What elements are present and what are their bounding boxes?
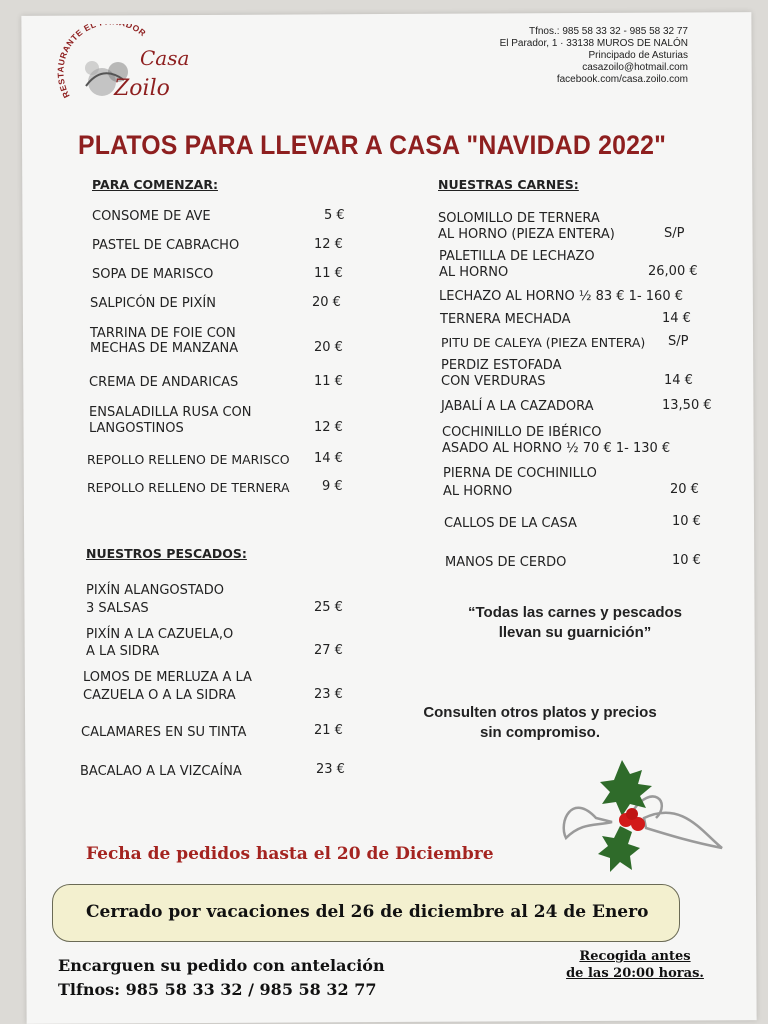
meat-item-name: ASADO AL HORNO ½ 70 € 1- 130 €	[442, 441, 671, 456]
garnish-note-line1: “Todas las carnes y pescados	[468, 604, 682, 621]
starter-item-name: REPOLLO RELLENO DE MARISCO	[87, 452, 290, 467]
meat-item-name: CALLOS DE LA CASA	[444, 516, 577, 531]
contact-phones: Tfnos.: 985 58 33 32 - 985 58 32 77	[528, 26, 688, 37]
starter-item-price: 5 €	[324, 208, 345, 223]
consult-note-line1: Consulten otros platos y precios	[423, 704, 657, 721]
starter-item-price: 12 €	[314, 420, 343, 435]
meat-item-name: PALETILLA DE LECHAZO	[439, 249, 595, 264]
meats-heading: NUESTRAS CARNES:	[438, 177, 579, 192]
starter-item-name: CONSOME DE AVE	[92, 209, 211, 224]
meat-item-price: 26,00 €	[648, 264, 698, 279]
meat-item-price: 20 €	[670, 482, 699, 497]
contact-email: casazoilo@hotmail.com	[582, 62, 688, 73]
starter-item-name: REPOLLO RELLENO DE TERNERA	[87, 480, 290, 495]
meat-item-name: JABALÍ A LA CAZADORA	[441, 399, 594, 414]
holly-icon	[552, 752, 728, 880]
fish-item-price: 27 €	[314, 643, 343, 658]
starter-item-price: 14 €	[314, 451, 343, 466]
starter-item-price: 20 €	[314, 340, 343, 355]
pickup-note-line2: de las 20:00 horas.	[566, 966, 704, 981]
advance-order-note: Encarguen su pedido con antelación	[58, 956, 385, 975]
page-title: PLATOS PARA LLEVAR A CASA "NAVIDAD 2022"	[78, 130, 667, 160]
meat-item-price: 14 €	[662, 311, 691, 326]
meat-item-name: AL HORNO	[439, 265, 509, 280]
fish-item-name: LOMOS DE MERLUZA A LA	[83, 670, 252, 685]
starters-heading: PARA COMENZAR:	[92, 177, 218, 192]
starter-item-name: SALPICÓN DE PIXÍN	[90, 296, 216, 311]
starter-item-name: CREMA DE ANDARICAS	[89, 375, 239, 390]
starter-item-price: 11 €	[314, 374, 343, 389]
fish-item-price: 21 €	[314, 723, 343, 738]
meat-item-name: AL HORNO (PIEZA ENTERA)	[438, 227, 615, 242]
closed-banner-text: Cerrado por vacaciones del 26 de diciembre al 24 de Enero	[86, 902, 649, 922]
meat-item-name: MANOS DE CERDO	[445, 555, 567, 570]
restaurant-logo	[52, 24, 192, 114]
meat-item-name: COCHINILLO DE IBÉRICO	[442, 425, 602, 440]
starter-item-name: LANGOSTINOS	[89, 421, 184, 436]
starter-item-price: 20 €	[312, 295, 341, 310]
footer-phones: Tlfnos: 985 58 33 32 / 985 58 32 77	[58, 980, 377, 999]
meat-item-price: 14 €	[664, 373, 693, 388]
meat-item-name: SOLOMILLO DE TERNERA	[438, 211, 600, 226]
starter-item-name: TARRINA DE FOIE CON	[90, 326, 236, 341]
meat-item-name: LECHAZO AL HORNO ½ 83 € 1- 160 €	[439, 289, 683, 304]
pickup-note-line1: Recogida antes	[579, 949, 691, 964]
logo-arc-text: RESTAURANTE EL DOR	[55, 24, 149, 100]
meat-item-price: 10 €	[672, 514, 701, 529]
starter-item-name: ENSALADILLA RUSA CON	[89, 405, 252, 420]
fish-item-price: 25 €	[314, 600, 343, 615]
fish-item-price: 23 €	[314, 687, 343, 702]
starter-item-price: 9 €	[322, 479, 343, 494]
fish-item-name: A LA SIDRA	[86, 644, 160, 659]
fish-item-name: BACALAO A LA VIZCAÍNA	[80, 764, 242, 779]
meat-item-name: CON VERDURAS	[441, 374, 546, 389]
fish-item-name: 3 SALSAS	[86, 601, 149, 616]
contact-facebook: facebook.com/casa.zoilo.com	[556, 74, 688, 85]
starter-item-name: PASTEL DE CABRACHO	[92, 238, 240, 253]
fish-item-name: PIXÍN A LA CAZUELA,O	[86, 627, 234, 642]
fish-heading: NUESTROS PESCADOS:	[86, 546, 247, 561]
starter-item-name: MECHAS DE MANZANA	[90, 341, 239, 356]
meat-item-price: 13,50 €	[662, 398, 712, 413]
meat-item-name: PITU DE CALEYA (PIEZA ENTERA)	[441, 335, 646, 350]
meat-item-name: TERNERA MECHADA	[440, 312, 571, 327]
meat-item-name: PERDIZ ESTOFADA	[441, 358, 562, 373]
meat-item-price: 10 €	[672, 553, 701, 568]
contact-region: Principado de Asturias	[588, 50, 688, 61]
garnish-note-line2: llevan su guarnición”	[498, 624, 652, 641]
meat-item-price: S/P	[668, 334, 689, 349]
fish-item-name: CAZUELA O A LA SIDRA	[83, 688, 236, 703]
starter-item-price: 11 €	[314, 266, 343, 281]
fish-item-name: CALAMARES EN SU TINTA	[81, 725, 247, 740]
contact-block	[500, 26, 688, 86]
contact-address: El Parador, 1 · 33138 MUROS DE NALÓN	[499, 38, 688, 49]
meat-item-name: PIERNA DE COCHINILLO	[443, 466, 597, 481]
fish-item-name: PIXÍN ALANGOSTADO	[86, 583, 224, 598]
meat-item-name: AL HORNO	[443, 484, 513, 499]
consult-note-line2: sin compromiso.	[479, 724, 601, 741]
starter-item-name: SOPA DE MARISCO	[92, 267, 214, 282]
meat-item-price: S/P	[664, 226, 685, 241]
logo-name-zoilo: Zoilo	[114, 76, 170, 101]
fish-item-price: 23 €	[316, 762, 345, 777]
starter-item-price: 12 €	[314, 237, 343, 252]
logo-name-casa: Casa	[140, 46, 190, 70]
order-deadline: Fecha de pedidos hasta el 20 de Diciembre	[86, 844, 494, 864]
